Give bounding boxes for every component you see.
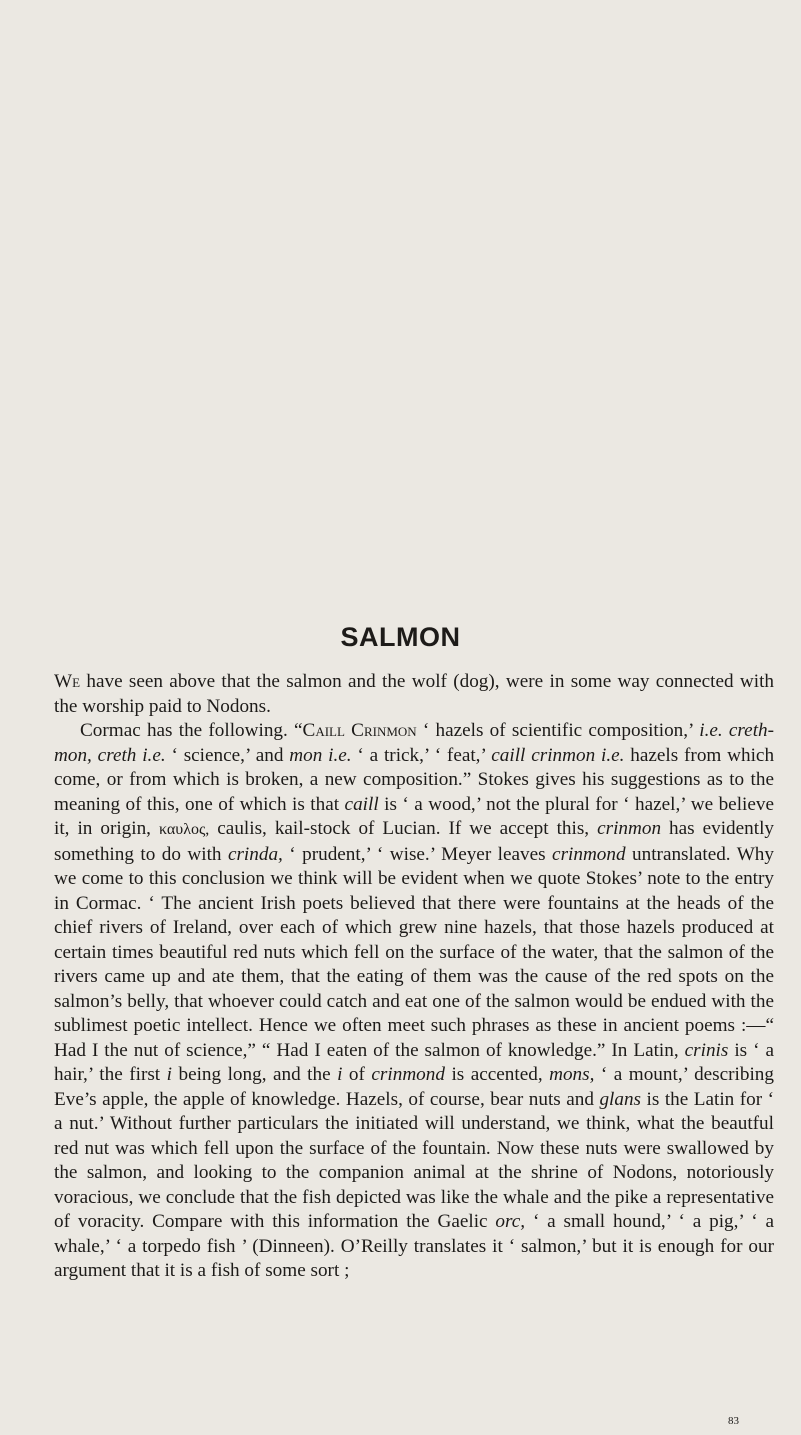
italic-term: orc, (495, 1211, 526, 1232)
text-run: ‘ prudent,’ ‘ wise.’ Meyer leaves (282, 843, 553, 865)
text-run: ‘ a trick,’ ‘ feat,’ (351, 744, 492, 766)
italic-term: i.e. (601, 744, 625, 766)
text-run: ‘ science,’ and (165, 744, 290, 766)
text-run: caulis, kail-stock of Lucian. If we accept this, (209, 818, 598, 839)
text-run: ‘ hazels of scientific composition,’ (416, 720, 700, 741)
text-run: have seen above that the salmon and the wolf (dog), were in some way connected with the worship paid to Nodons. (54, 671, 774, 717)
italic-term: crinda, (227, 843, 283, 865)
italic-term: crinmon (597, 818, 662, 839)
italic-term: creth-mon, (54, 720, 775, 766)
italic-term: glans (599, 1088, 642, 1110)
italic-term: mons, (549, 1064, 595, 1085)
small-caps-term: Caill Crinmon (302, 720, 417, 741)
text-run: ‘ a mount,’ describing Eve’s apple, the apple of knowledge. Hazels, of course, bear nuts and (54, 1064, 774, 1110)
text-run: hazels from which come, or from which is broken, a new composition.” Stokes gives his suggestions as to the meaning of this, one of which is that (54, 744, 775, 815)
page-number: 83 (728, 1415, 739, 1427)
italic-term: crinmond (552, 843, 626, 865)
paragraph-2 (54, 719, 774, 1284)
italic-term: caill (344, 793, 379, 815)
italic-term: crinmond (371, 1064, 445, 1085)
text-run: is ‘ a hair,’ the first (54, 1039, 774, 1085)
text-run: Cormac has the following. “ (80, 720, 303, 741)
italic-term: mon (289, 744, 323, 766)
text-run: of (342, 1064, 372, 1085)
text-run: ‘ a small hound,’ ‘ a pig,’ ‘ a whale,’ ‘ a torpedo fish ’ (Dinneen). O’Reilly translates it ‘ salmon,’ but it is enough for our argument that it is a fish of some sort ; (54, 1211, 774, 1281)
chapter-title: SALMON (340, 622, 461, 652)
greek-term: καυλος, (158, 821, 210, 838)
text-run: has evidently something to do with (54, 818, 774, 865)
body-text (54, 670, 774, 1284)
text-run: being long, and the (171, 1064, 338, 1085)
italic-term: i.e. (699, 720, 723, 741)
paragraph-1 (54, 670, 774, 719)
italic-term: creth (97, 744, 137, 766)
italic-term: i (166, 1064, 172, 1085)
drop-word: We (54, 671, 81, 692)
italic-term: i.e. (328, 744, 352, 766)
text-run: is the Latin for ‘ a nut.’ Without further particulars the initiated will understand, we think, what the beautful red nut was which fell upon the surface of the fountain. Now these nuts were swallowed by the salmon, and looking to the companion animal at the shrine of Nodons, notoriously voracious, we conclude that the fish depicted was like the whale and the pike a representative of voracity. Compare with this information the Gaelic (54, 1088, 774, 1232)
italic-term: i (337, 1064, 343, 1085)
text-run: untranslated. Why we come to this conclusion we think will be evident when we quote Stokes’ note to the entry in Cormac. ‘ The ancient Irish poets believed that there were fountains at the heads of the chief rivers of Ireland, over each of which grew nine hazels, that those hazels produced at certain times beautiful red nuts which fell on the surface of the water, that the salmon of the rivers came up and ate them, that the eating of them was the cause of the red spots on the salmon’s belly, that whoever could catch and eat one of the salmon would be endued with the sublimest poetic intellect. Hence we often meet such phrases as these in ancient poems :—“ Had I the nut of science,” “ Had I eaten of the salmon of knowledge.” In Latin, (54, 843, 774, 1061)
text-run: is ‘ a wood,’ not the plural for ‘ hazel,’ we believe it, in origin, (54, 793, 774, 839)
italic-term: caill crinmon (491, 744, 596, 766)
italic-term: crinis (684, 1039, 729, 1061)
text-run: is accented, (444, 1064, 550, 1085)
italic-term: i.e. (142, 744, 166, 766)
